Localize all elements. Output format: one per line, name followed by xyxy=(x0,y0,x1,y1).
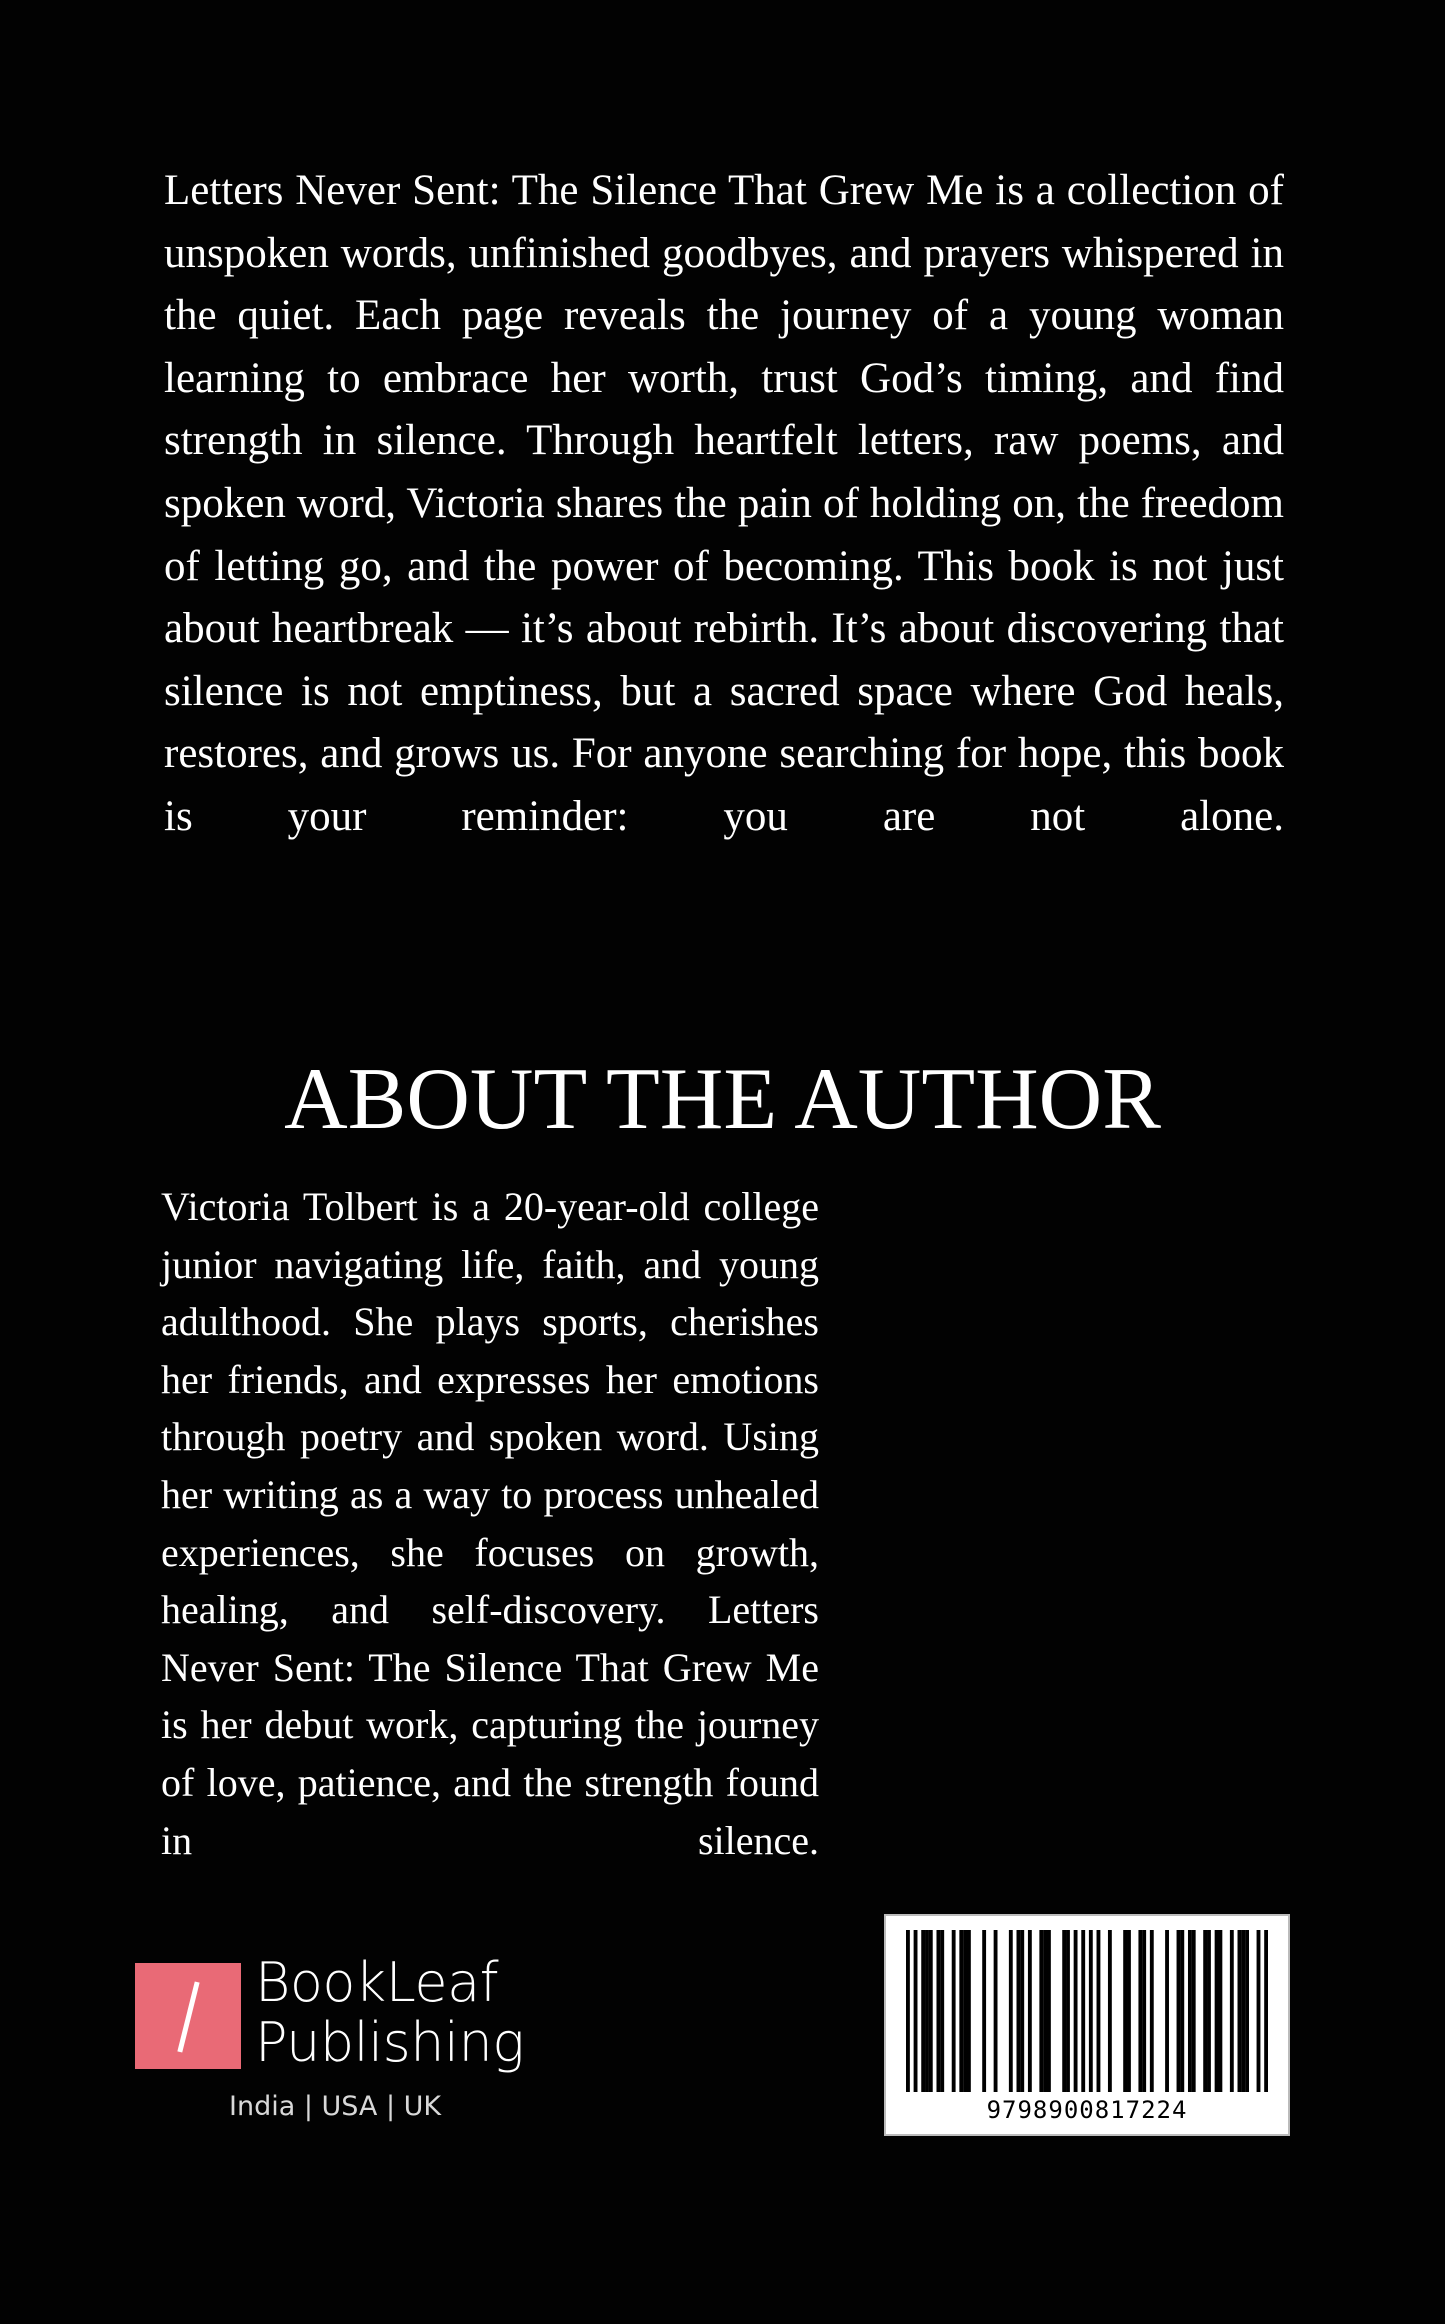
barcode-bar xyxy=(1245,1930,1249,2092)
barcode-bar xyxy=(1192,1930,1196,2092)
author-bio: Victoria Tolbert is a 20-year-old college junior navigating life, faith, and young adulthood. She plays sports, cherishes her friends, and expresses her emotions through poetry and spoken word. Using her writing as a way to process unhealed experiences, she focuses on growth, healing, and self-discovery. Letters Never Sent: The Silence That Grew Me is her debut work, capturing the journey of love, patience, and the strength found in silence. xyxy=(161,1184,819,1863)
barcode-bar xyxy=(1177,1930,1181,2092)
barcode-bar xyxy=(1127,1930,1131,2092)
barcode-bar xyxy=(1180,1930,1184,2092)
barcode-bar xyxy=(1066,1930,1070,2092)
barcode-bar xyxy=(1017,1930,1021,2092)
barcode-bar xyxy=(925,1930,929,2092)
barcode-bar xyxy=(1081,1930,1085,2092)
barcode-bar xyxy=(1257,1930,1261,2092)
barcode-bar xyxy=(1218,1930,1222,2092)
barcode-bar xyxy=(982,1930,986,2092)
publisher-name-line2: Publishing xyxy=(255,2011,525,2074)
barcode-bar xyxy=(936,1930,940,2092)
barcode-bar xyxy=(921,1930,925,2092)
barcode-bar xyxy=(1150,1930,1154,2092)
barcode-bar xyxy=(994,1930,998,2092)
barcode-bar xyxy=(1009,1930,1013,2092)
barcode-bar xyxy=(967,1930,971,2092)
barcode-bar xyxy=(1039,1930,1043,2092)
barcode-bar xyxy=(952,1930,956,2092)
barcode-bar xyxy=(1188,1930,1192,2092)
barcode-bar xyxy=(1089,1930,1093,2092)
barcode-icon xyxy=(906,1930,1268,2092)
barcode-bar xyxy=(1264,1930,1268,2092)
barcode-bar xyxy=(929,1930,933,2092)
barcode-bar xyxy=(1138,1930,1142,2092)
barcode-bar xyxy=(1047,1930,1051,2092)
publisher-logo-mark xyxy=(135,1963,241,2069)
barcode-bar xyxy=(959,1930,963,2092)
barcode-bar xyxy=(940,1930,944,2092)
publisher-logo xyxy=(135,1951,555,2133)
barcode-bar xyxy=(963,1930,967,2092)
barcode-bar xyxy=(1215,1930,1219,2092)
barcode-bar xyxy=(1043,1930,1047,2092)
barcode-bar xyxy=(1123,1930,1127,2092)
barcode-bar xyxy=(1230,1930,1234,2092)
barcode-bar xyxy=(1203,1930,1207,2092)
slash-icon xyxy=(177,1981,199,2052)
isbn-barcode xyxy=(884,1914,1290,2136)
barcode-bar xyxy=(1142,1930,1146,2092)
publisher-regions: India | USA | UK xyxy=(229,2091,442,2122)
barcode-bar xyxy=(1097,1930,1101,2092)
about-author-heading: ABOUT THE AUTHOR xyxy=(284,1051,1161,1148)
barcode-bar xyxy=(1074,1930,1078,2092)
isbn-number: 9798900817224 xyxy=(986,2096,1188,2124)
book-blurb: Letters Never Sent: The Silence That Grew Me is a collection of unspoken words, unfinished goodbyes, and prayers whispered in the quiet. Each page reveals the journey of a young woman learning to embrace her worth, trust God’s timing, and find strength in silence. Through heartfelt letters, raw poems, and spoken word, Victoria shares the pain of holding on, the freedom of letting go, and the power of becoming. This book is not just about heartbreak — it’s about rebirth. It’s about discovering that silence is not emptiness, but a sacred space where God heals, restores, and grows us. For anyone searching for hope, this book is your reminder: you are not alone. xyxy=(164,167,1284,840)
barcode-bar xyxy=(1238,1930,1242,2092)
publisher-name xyxy=(255,1953,524,2073)
barcode-bar xyxy=(1241,1930,1245,2092)
barcode-bar xyxy=(1028,1930,1032,2092)
barcode-bar xyxy=(1207,1930,1211,2092)
publisher-name-line1: BookLeaf xyxy=(255,1951,499,2014)
barcode-bar xyxy=(1020,1930,1024,2092)
barcode-bar xyxy=(1165,1930,1169,2092)
barcode-bar xyxy=(914,1930,918,2092)
barcode-bar xyxy=(1062,1930,1066,2092)
barcode-bar xyxy=(906,1930,910,2092)
barcode-bar xyxy=(1108,1930,1112,2092)
